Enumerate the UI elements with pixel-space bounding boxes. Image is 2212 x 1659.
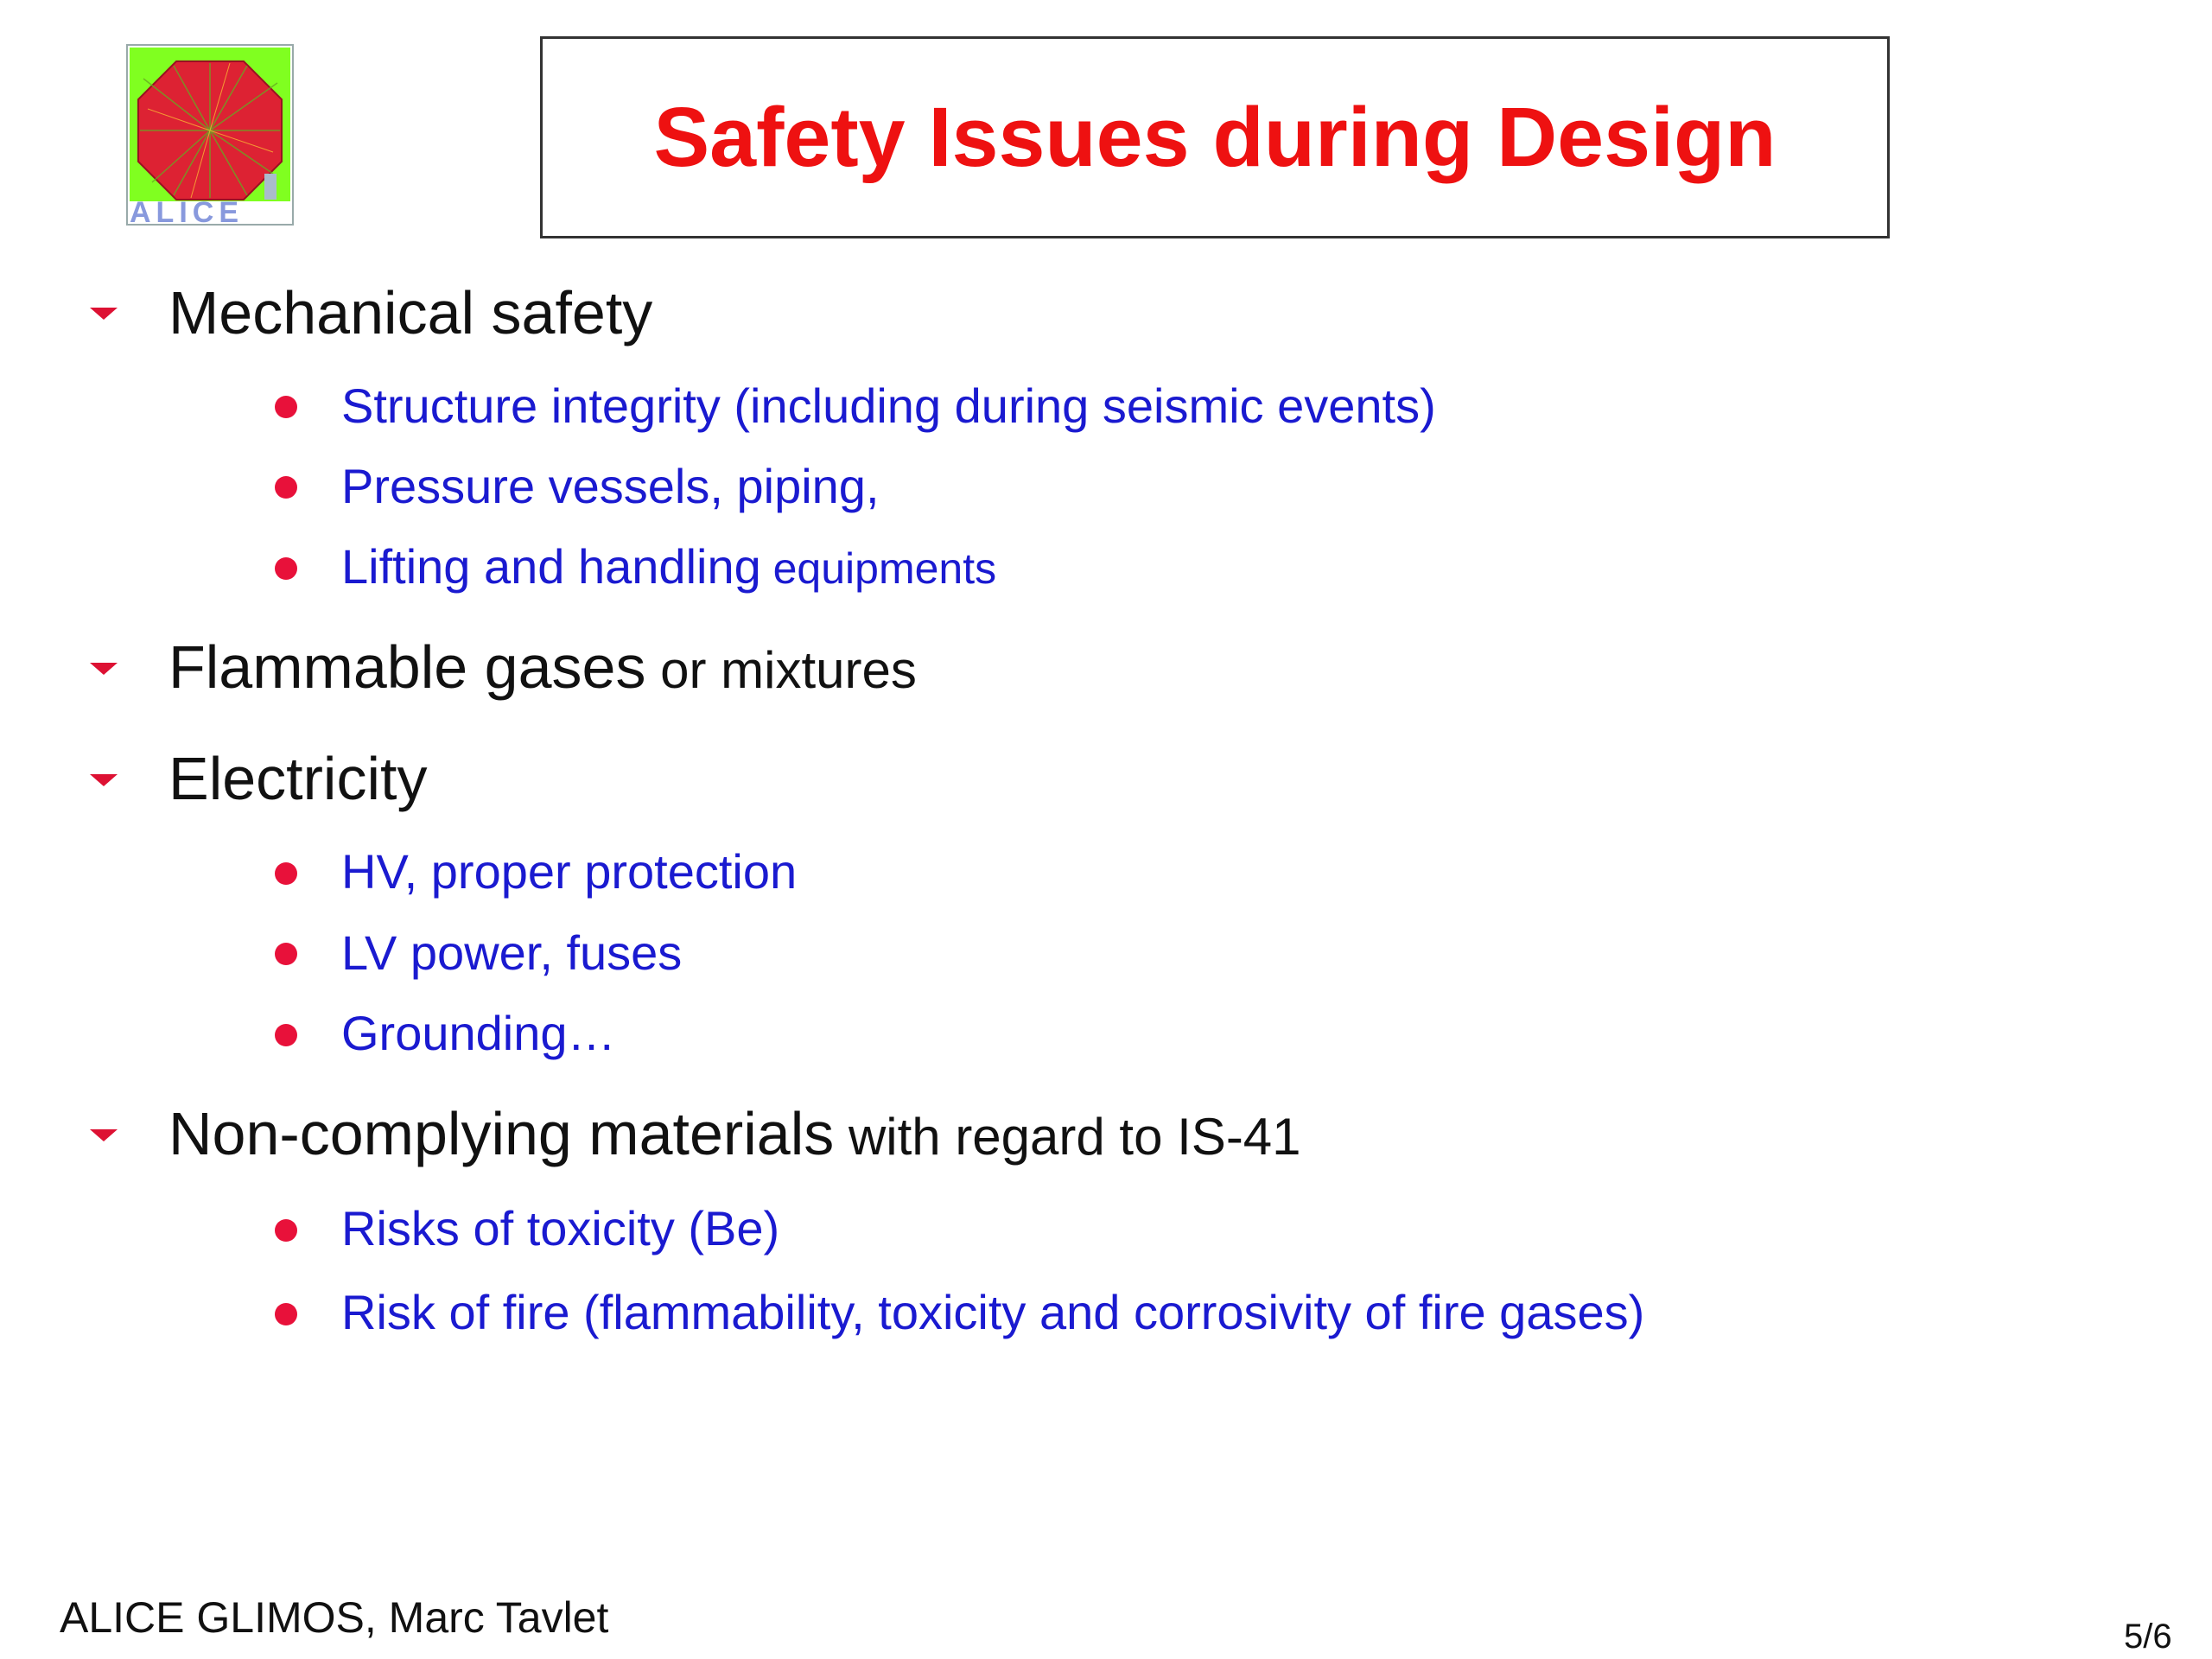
triangle-bullet-icon <box>90 308 118 320</box>
bullet-dot-icon <box>275 557 297 580</box>
bullet-dot-icon <box>275 1303 297 1325</box>
slide-title: Safety Issues during Design <box>653 90 1777 184</box>
bullet-dot-icon <box>275 862 297 885</box>
triangle-bullet-icon <box>90 1129 118 1141</box>
triangle-bullet-icon <box>90 663 118 675</box>
bullet-dot-icon <box>275 476 297 499</box>
list-item: Risks of toxicity (Be) <box>341 1201 780 1255</box>
list-item: Structure integrity (including during seismic events) <box>341 378 1436 433</box>
list-item: Pressure vessels, piping, <box>341 459 880 513</box>
section-heading: Non-complying materials with regard to IS-41 <box>168 1100 1301 1167</box>
list-item: HV, proper protection <box>341 844 798 899</box>
list-item: Grounding… <box>341 1006 616 1060</box>
bullet-dot-icon <box>275 1024 297 1046</box>
page-number: 5/6 <box>2124 1618 2172 1656</box>
bullet-dot-icon <box>275 1219 297 1242</box>
list-item: Lifting and handling equipments <box>341 539 997 594</box>
list-item: LV power, fuses <box>341 925 683 980</box>
list-item: Risk of fire (flammability, toxicity and corrosivity of fire gases) <box>341 1285 1645 1339</box>
alice-logo <box>126 44 294 229</box>
bullet-dot-icon <box>275 943 297 965</box>
title-box <box>540 36 1890 238</box>
logo-text: ALICE <box>130 196 244 229</box>
section-heading: Mechanical safety <box>168 279 653 346</box>
bullet-dot-icon <box>275 396 297 418</box>
triangle-bullet-icon <box>90 774 118 786</box>
footer-author: ALICE GLIMOS, Marc Tavlet <box>60 1593 609 1642</box>
section-heading: Flammable gases or mixtures <box>168 633 917 701</box>
section-heading: Electricity <box>168 745 428 812</box>
